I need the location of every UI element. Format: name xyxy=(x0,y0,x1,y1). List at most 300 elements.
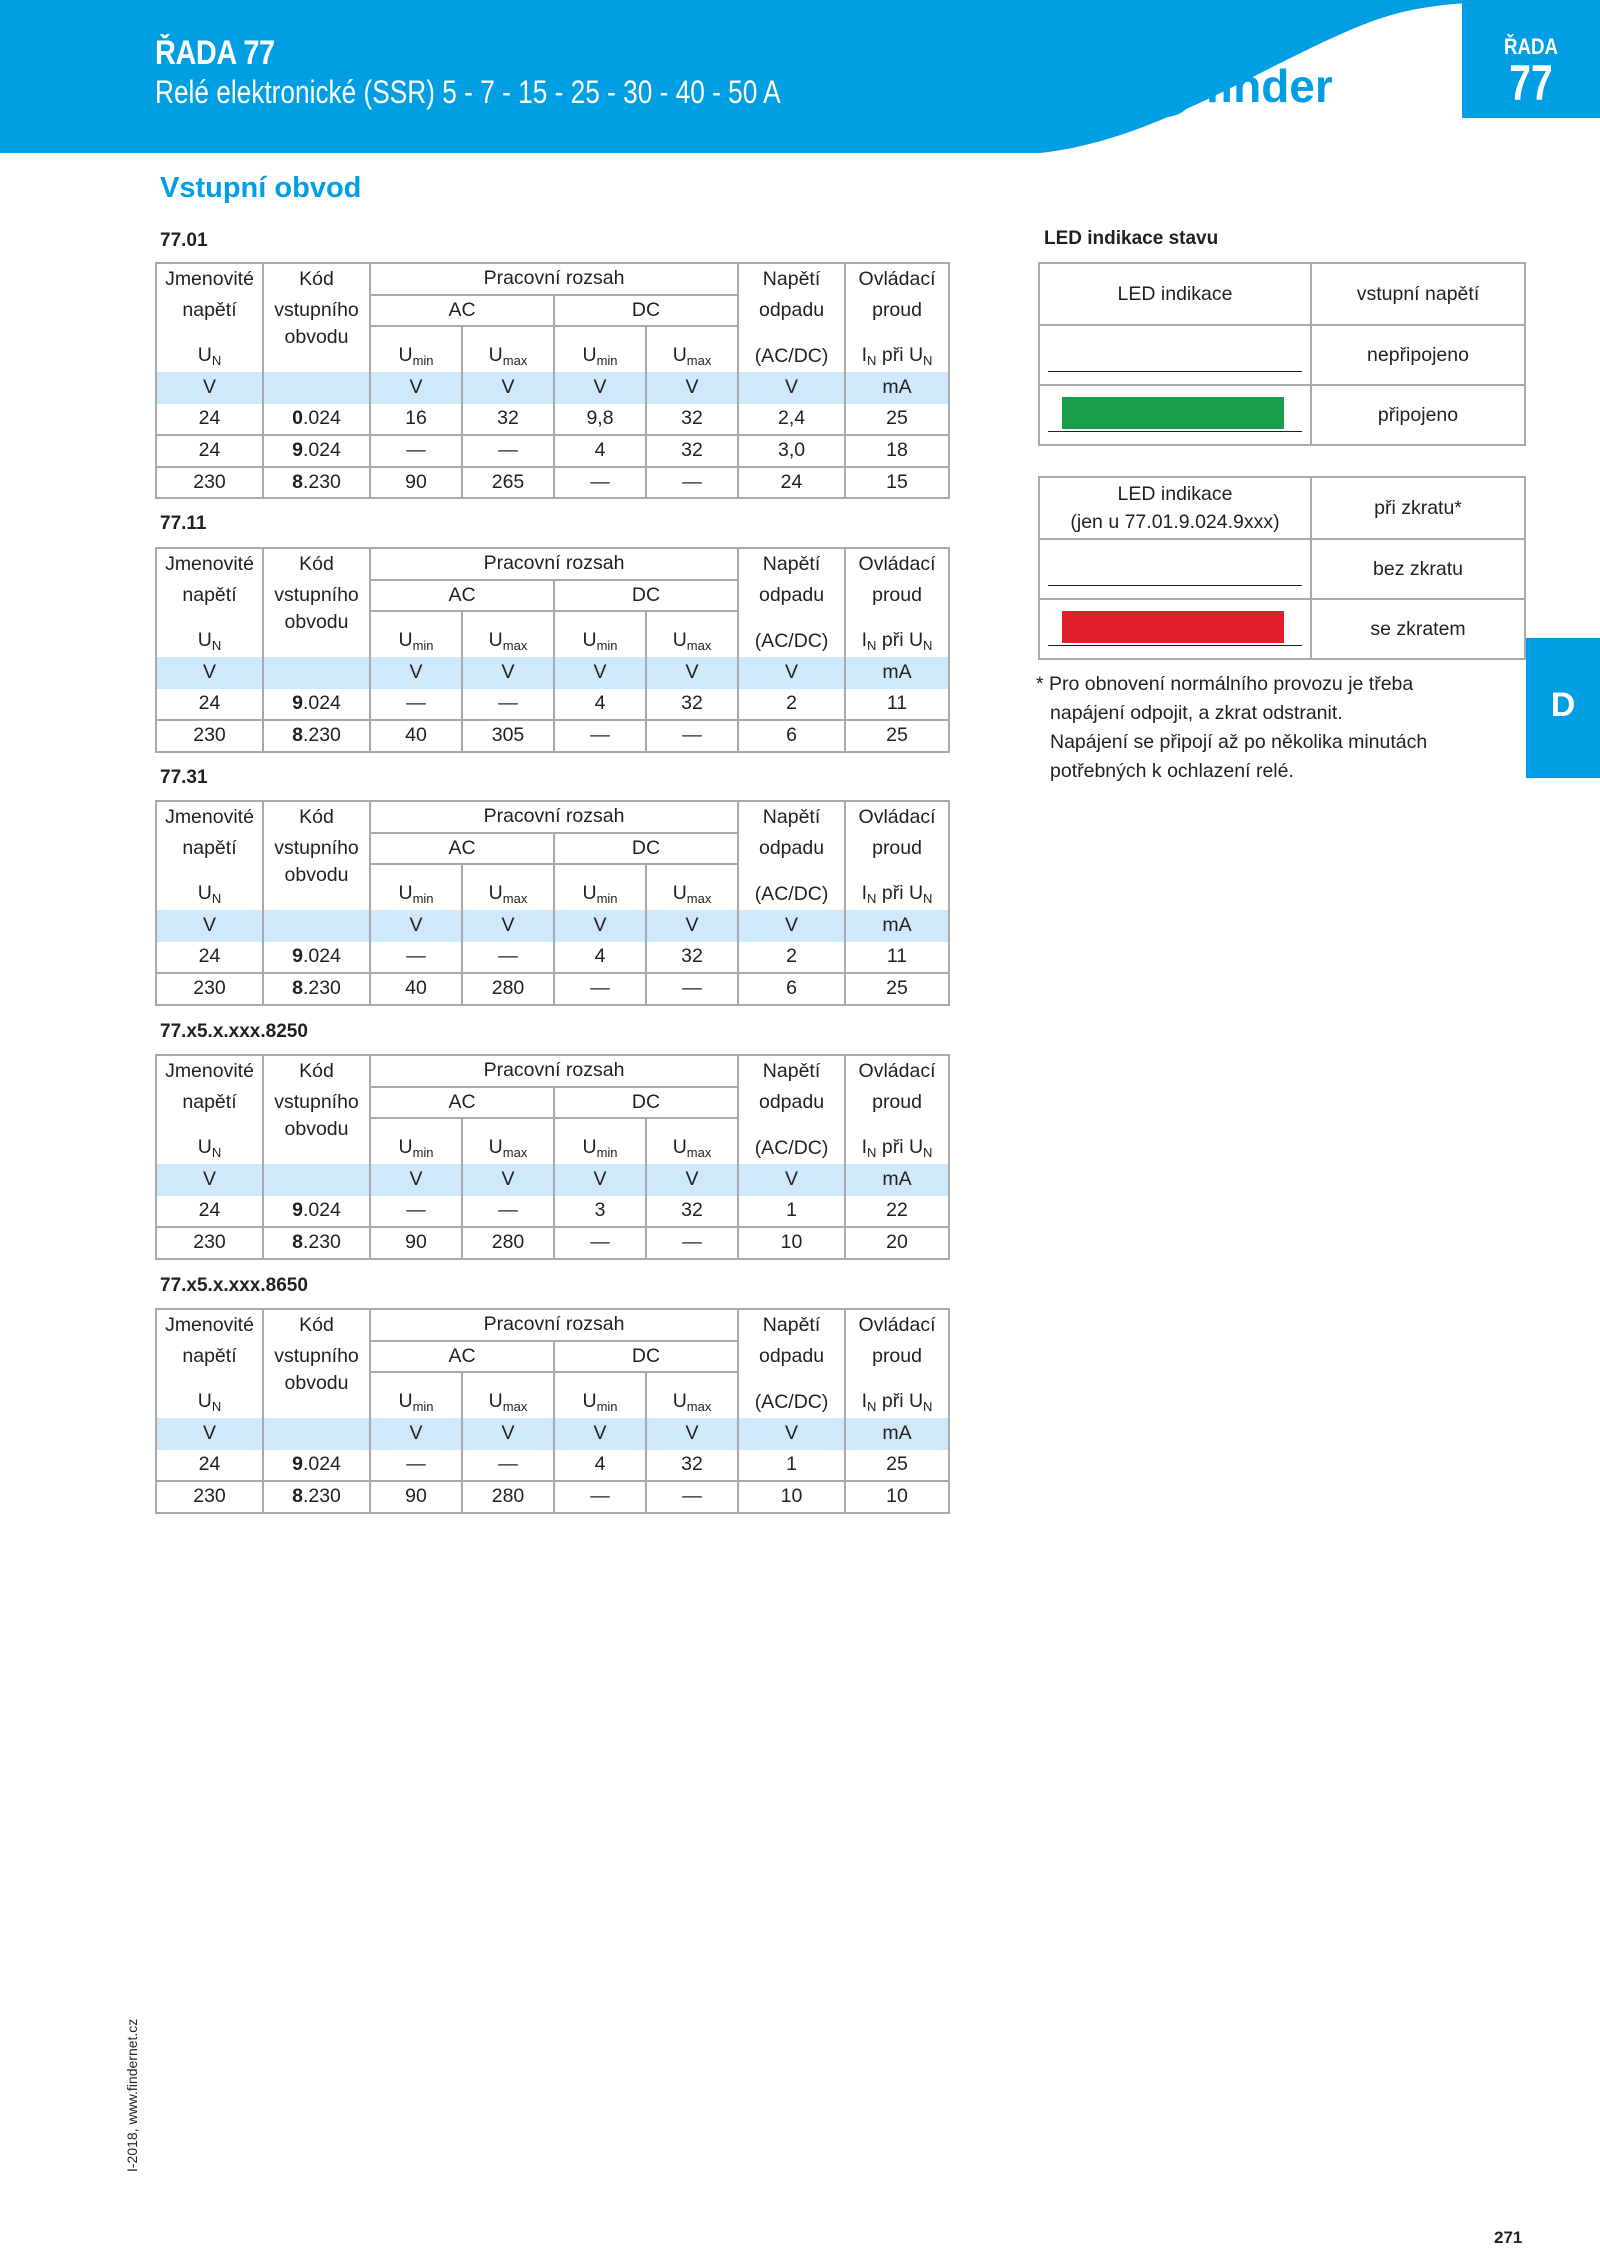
header-un: $U_N$ xyxy=(197,1136,222,1160)
cell-ac-max: — xyxy=(462,435,554,467)
header-ac xyxy=(370,1341,554,1373)
header-text: napětí xyxy=(182,298,237,321)
header-text: napětí xyxy=(182,583,237,606)
cell-dc-min: 4 xyxy=(554,689,646,721)
table-row xyxy=(156,1450,949,1482)
header-drop-voltage xyxy=(738,263,845,295)
header-text: Jmenovité xyxy=(165,267,254,290)
header-text: odpadu xyxy=(758,1090,825,1113)
u-max-label: $U_{max}$ xyxy=(672,1390,712,1414)
cell-dc-max: — xyxy=(646,720,738,752)
unit-cell: V xyxy=(462,657,554,689)
header-text: Pracovní rozsah xyxy=(483,1313,625,1336)
cell-code: 9.024 xyxy=(263,1196,370,1228)
cell-dc-min: — xyxy=(554,1227,646,1259)
unit-cell xyxy=(263,1164,370,1196)
unit-cell: V xyxy=(738,1164,845,1196)
header-control-current xyxy=(845,1055,949,1087)
header-drop-voltage xyxy=(738,611,845,657)
u-max-label: $U_{max}$ xyxy=(672,629,712,653)
led-off-indicator xyxy=(1048,338,1302,372)
header-operating-range xyxy=(370,548,738,580)
led-header-left-line2: (jen u 77.01.9.024.9xxx) xyxy=(1070,511,1280,533)
header-control-current xyxy=(845,1341,949,1373)
header-text: obvodu xyxy=(284,1372,349,1394)
header-drop-voltage xyxy=(738,1055,845,1087)
led-green-indicator xyxy=(1062,397,1284,429)
table-title: 77.01 xyxy=(160,230,208,251)
cell-ac-max: 280 xyxy=(462,1227,554,1259)
led-status-label: se zkratem xyxy=(1311,599,1525,659)
led-status-title: LED indikace stavu xyxy=(1044,228,1219,249)
header-text: Kód xyxy=(299,805,334,828)
unit-cell: V xyxy=(646,657,738,689)
header-drop-voltage xyxy=(738,1372,845,1418)
header-text: vstupního xyxy=(274,583,359,606)
unit-cell: V xyxy=(646,1418,738,1450)
header-code xyxy=(263,1118,370,1164)
cell-rated-voltage: 230 xyxy=(156,1227,263,1259)
header-text: AC xyxy=(448,1090,476,1113)
header-text: AC xyxy=(448,583,476,606)
led-header-left xyxy=(1039,477,1311,539)
spec-table xyxy=(155,262,950,499)
cell-dc-max: 32 xyxy=(646,1196,738,1228)
unit-cell: V xyxy=(462,372,554,404)
cell-ac-max: — xyxy=(462,689,554,721)
header-text: Pracovní rozsah xyxy=(483,267,625,290)
unit-cell xyxy=(263,372,370,404)
led-off-indicator xyxy=(1048,552,1302,586)
cell-dc-min: 4 xyxy=(554,435,646,467)
u-max-label: $U_{max}$ xyxy=(488,1136,528,1160)
table-row xyxy=(156,1227,949,1259)
cell-ac-min: — xyxy=(370,689,462,721)
cell-dc-min: 4 xyxy=(554,1450,646,1482)
u-max-label: $U_{max}$ xyxy=(488,882,528,906)
header-drop-voltage xyxy=(738,548,845,580)
footnote-line: Napájení se připojí až po několika minutách xyxy=(1050,731,1428,753)
header-ac xyxy=(370,1087,554,1119)
u-min-label: $U_{min}$ xyxy=(398,629,434,653)
led-table-short-circuit xyxy=(1038,476,1526,660)
spec-table xyxy=(155,547,950,753)
unit-cell: V xyxy=(156,910,263,942)
header-text: Pracovní rozsah xyxy=(483,805,625,828)
header-text: DC xyxy=(631,298,661,321)
table-row xyxy=(156,689,949,721)
unit-cell: V xyxy=(156,372,263,404)
unit-cell: V xyxy=(370,910,462,942)
led-status-label: nepřipojeno xyxy=(1311,325,1525,385)
cell-ac-max: 280 xyxy=(462,1481,554,1513)
header-text: DC xyxy=(631,1344,661,1367)
header-text: vstupního xyxy=(274,1090,359,1113)
spec-table xyxy=(155,1054,950,1260)
header-code xyxy=(263,326,370,372)
header-text: Ovládací xyxy=(858,552,936,575)
u-max-label: $U_{max}$ xyxy=(672,344,712,368)
header-code xyxy=(263,1341,370,1373)
units-row xyxy=(156,657,949,689)
unit-cell: V xyxy=(554,1418,646,1450)
header-text: (AC/DC) xyxy=(754,345,829,367)
cell-ac-min: — xyxy=(370,942,462,974)
led-header-right: vstupní napětí xyxy=(1311,263,1525,325)
header-control-current xyxy=(845,263,949,295)
cell-dc-min: 9,8 xyxy=(554,404,646,436)
header-drop-voltage xyxy=(738,295,845,327)
header-in: $I_N$ při $U_N$ xyxy=(845,864,949,910)
cell-control-current: 25 xyxy=(845,720,949,752)
header-un: $U_N$ xyxy=(197,1390,222,1414)
u-min-label: $U_{min}$ xyxy=(582,1390,618,1414)
unit-cell: mA xyxy=(845,372,949,404)
cell-drop-voltage: 10 xyxy=(738,1481,845,1513)
cell-dc-min: — xyxy=(554,720,646,752)
header-text: odpadu xyxy=(758,298,825,321)
led-status-label: připojeno xyxy=(1311,385,1525,445)
header-control-current xyxy=(845,1087,949,1119)
table-title: 77.11 xyxy=(160,513,207,534)
header-drop-voltage xyxy=(738,1341,845,1373)
header-code xyxy=(263,1055,370,1087)
table-row xyxy=(156,720,949,752)
header-text: Jmenovité xyxy=(165,805,254,828)
cell-control-current: 25 xyxy=(845,404,949,436)
cell-drop-voltage: 3,0 xyxy=(738,435,845,467)
u-max-label: $U_{max}$ xyxy=(488,1390,528,1414)
header-text: Napětí xyxy=(762,552,821,575)
cell-dc-min: — xyxy=(554,1481,646,1513)
header-rated-voltage xyxy=(156,263,263,295)
header-text: obvodu xyxy=(284,326,349,348)
header-rated-voltage xyxy=(156,1309,263,1341)
table-row xyxy=(156,404,949,436)
u-max-label: $U_{max}$ xyxy=(672,1136,712,1160)
table-row xyxy=(156,942,949,974)
u-min-label: $U_{min}$ xyxy=(582,344,618,368)
u-min-label: $U_{min}$ xyxy=(398,1390,434,1414)
cell-code: 0.024 xyxy=(263,404,370,436)
cell-rated-voltage: 230 xyxy=(156,467,263,499)
header-drop-voltage xyxy=(738,1087,845,1119)
header-text: vstupního xyxy=(274,1344,359,1367)
header-text: proud xyxy=(872,1090,922,1113)
u-min-label: $U_{min}$ xyxy=(582,882,618,906)
header-rated-voltage xyxy=(156,801,263,833)
unit-cell: mA xyxy=(845,910,949,942)
cell-rated-voltage: 24 xyxy=(198,945,221,968)
header-control-current xyxy=(845,833,949,865)
units-row xyxy=(156,910,949,942)
header-text: proud xyxy=(872,836,922,859)
unit-cell: V xyxy=(646,372,738,404)
header-text: odpadu xyxy=(758,583,825,606)
cell-dc-max: — xyxy=(646,973,738,1005)
side-tab-label: D xyxy=(1550,686,1576,724)
header-code xyxy=(263,295,370,327)
header-text: AC xyxy=(448,836,476,859)
units-row xyxy=(156,372,949,404)
cell-rated-voltage: 230 xyxy=(156,1481,263,1513)
led-red-indicator xyxy=(1062,611,1284,643)
section-title: Vstupní obvod xyxy=(160,172,362,204)
header-in: $I_N$ při $U_N$ xyxy=(845,1118,949,1164)
header-text: Ovládací xyxy=(858,805,936,828)
finder-logo xyxy=(1130,50,1370,120)
unit-cell: V xyxy=(738,910,845,942)
cell-ac-max: — xyxy=(462,1450,554,1482)
u-min-label: $U_{min}$ xyxy=(398,344,434,368)
u-min-label: $U_{min}$ xyxy=(582,629,618,653)
header-ac xyxy=(370,295,554,327)
header-text: Ovládací xyxy=(858,1059,936,1082)
header-rated-voltage xyxy=(156,580,263,612)
header-control-current xyxy=(845,1309,949,1341)
cell-drop-voltage: 2 xyxy=(738,689,845,721)
cell-drop-voltage: 2 xyxy=(738,942,845,974)
header-drop-voltage xyxy=(738,801,845,833)
header-text: obvodu xyxy=(284,864,349,886)
cell-dc-max: 32 xyxy=(646,404,738,436)
led-header-left-line1: LED indikace xyxy=(1117,483,1233,505)
header-un: $U_N$ xyxy=(197,882,222,906)
cell-code: 9.024 xyxy=(263,942,370,974)
header-text: Napětí xyxy=(762,1059,821,1082)
header-control-current xyxy=(845,580,949,612)
series-tab xyxy=(1462,0,1600,118)
table-row xyxy=(156,1481,949,1513)
cell-ac-min: — xyxy=(370,1196,462,1228)
header-control-current xyxy=(845,295,949,327)
cell-rated-voltage: 230 xyxy=(156,720,263,752)
header-un: $U_N$ xyxy=(197,629,222,653)
unit-cell: V xyxy=(370,1418,462,1450)
header-text: proud xyxy=(872,1344,922,1367)
header-drop-voltage xyxy=(738,580,845,612)
cell-ac-min: — xyxy=(370,435,462,467)
header-text: Jmenovité xyxy=(165,1059,254,1082)
cell-code: 8.230 xyxy=(263,1481,370,1513)
header-text: Kód xyxy=(299,267,334,290)
led-cell xyxy=(1039,385,1311,445)
table-title: 77.31 xyxy=(160,767,208,788)
unit-cell: V xyxy=(370,1164,462,1196)
cell-drop-voltage: 24 xyxy=(738,467,845,499)
cell-ac-min: 16 xyxy=(370,404,462,436)
series-title: ŘADA 77 xyxy=(155,34,275,72)
unit-cell: V xyxy=(462,910,554,942)
cell-rated-voltage: 24 xyxy=(156,435,263,467)
u-min-label: $U_{min}$ xyxy=(398,1136,434,1160)
cell-ac-min: 90 xyxy=(370,1227,462,1259)
header-text: (AC/DC) xyxy=(754,1391,829,1413)
cell-ac-max: 280 xyxy=(462,973,554,1005)
header-drop-voltage xyxy=(738,1309,845,1341)
header-text: AC xyxy=(448,1344,476,1367)
table-row xyxy=(156,435,949,467)
header-text: Pracovní rozsah xyxy=(483,552,625,575)
header-code xyxy=(263,580,370,612)
header-text: Pracovní rozsah xyxy=(483,1059,625,1082)
cell-ac-max: — xyxy=(462,942,554,974)
cell-drop-voltage: 6 xyxy=(738,973,845,1005)
header-text: Jmenovité xyxy=(165,1313,254,1336)
cell-code: 8.230 xyxy=(263,467,370,499)
header-drop-voltage xyxy=(738,864,845,910)
cell-rated-voltage: 24 xyxy=(198,407,221,430)
cell-rated-voltage: 24 xyxy=(198,1453,221,1476)
unit-cell: mA xyxy=(845,657,949,689)
header-code xyxy=(263,801,370,833)
header-text: (AC/DC) xyxy=(754,883,829,905)
u-min-label: $U_{min}$ xyxy=(582,1136,618,1160)
header-code xyxy=(263,548,370,580)
footnote-line: * Pro obnovení normálního provozu je třeba xyxy=(1036,673,1414,695)
header-operating-range xyxy=(370,1309,738,1341)
header-text: Kód xyxy=(299,1059,334,1082)
header-text: (AC/DC) xyxy=(754,630,829,652)
header-text: Kód xyxy=(299,552,334,575)
cell-dc-min: 3 xyxy=(554,1196,646,1228)
header-rated-voltage xyxy=(156,1341,263,1373)
footnote-line: potřebných k ochlazení relé. xyxy=(1050,760,1294,782)
header-in: $I_N$ při $U_N$ xyxy=(845,326,949,372)
table-row xyxy=(156,973,949,1005)
cell-code: 8.230 xyxy=(263,720,370,752)
units-row xyxy=(156,1164,949,1196)
header-dc xyxy=(554,580,738,612)
u-max-label: $U_{max}$ xyxy=(488,344,528,368)
header-ac xyxy=(370,580,554,612)
cell-code: 8.230 xyxy=(263,1227,370,1259)
header-text: vstupního xyxy=(274,298,359,321)
cell-control-current: 18 xyxy=(845,435,949,467)
header-dc xyxy=(554,833,738,865)
unit-cell: V xyxy=(646,910,738,942)
led-table-connection xyxy=(1038,262,1526,446)
unit-cell: V xyxy=(738,372,845,404)
header-rated-voltage xyxy=(156,833,263,865)
spec-table xyxy=(155,800,950,1006)
cell-control-current: 11 xyxy=(845,942,949,974)
unit-cell: V xyxy=(156,1164,263,1196)
cell-drop-voltage: 2,4 xyxy=(738,404,845,436)
header-code xyxy=(263,611,370,657)
units-row xyxy=(156,1418,949,1450)
cell-code: 9.024 xyxy=(263,435,370,467)
header-text: Ovládací xyxy=(858,267,936,290)
header-dc xyxy=(554,1341,738,1373)
header-rated-voltage xyxy=(156,1087,263,1119)
table-title: 77.x5.x.xxx.8650 xyxy=(160,1275,308,1296)
u-min-label: $U_{min}$ xyxy=(398,882,434,906)
cell-dc-max: — xyxy=(646,1227,738,1259)
cell-code: 9.024 xyxy=(263,1450,370,1482)
unit-cell: V xyxy=(554,910,646,942)
header-text: Kód xyxy=(299,1313,334,1336)
header-drop-voltage xyxy=(738,1118,845,1164)
header-drop-voltage xyxy=(738,833,845,865)
header-text: proud xyxy=(872,298,922,321)
cell-rated-voltage: 24 xyxy=(198,1199,221,1222)
unit-cell: mA xyxy=(845,1418,949,1450)
header-text: obvodu xyxy=(284,611,349,633)
cell-control-current: 10 xyxy=(845,1481,949,1513)
header-text: napětí xyxy=(182,1090,237,1113)
cell-ac-max: 32 xyxy=(462,404,554,436)
header-text: (AC/DC) xyxy=(754,1137,829,1159)
header-text: odpadu xyxy=(758,836,825,859)
led-cell xyxy=(1039,325,1311,385)
header-text: vstupního xyxy=(274,836,359,859)
header-text: napětí xyxy=(182,836,237,859)
cell-ac-min: 90 xyxy=(370,1481,462,1513)
cell-dc-min: — xyxy=(554,973,646,1005)
footnote xyxy=(1036,670,1427,786)
led-header-right: při zkratu* xyxy=(1311,477,1525,539)
header-text: Ovládací xyxy=(858,1313,936,1336)
unit-cell xyxy=(263,657,370,689)
cell-ac-min: 40 xyxy=(370,973,462,1005)
header-control-current xyxy=(845,548,949,580)
header-operating-range xyxy=(370,801,738,833)
cell-dc-max: 32 xyxy=(646,1450,738,1482)
cell-ac-max: 265 xyxy=(462,467,554,499)
cell-rated-voltage: 24 xyxy=(198,692,221,715)
unit-cell: V xyxy=(554,1164,646,1196)
header-text: Napětí xyxy=(762,1313,821,1336)
header-code xyxy=(263,1087,370,1119)
cell-control-current: 20 xyxy=(845,1227,949,1259)
cell-control-current: 25 xyxy=(845,1450,949,1482)
unit-cell: V xyxy=(646,1164,738,1196)
header-in: $I_N$ při $U_N$ xyxy=(845,611,949,657)
header-text: odpadu xyxy=(758,1344,825,1367)
led-cell xyxy=(1039,599,1311,659)
header-text: DC xyxy=(631,836,661,859)
logo-wordmark: finder xyxy=(1205,60,1333,112)
cell-drop-voltage: 1 xyxy=(738,1196,845,1228)
cell-ac-max: — xyxy=(462,1196,554,1228)
header-text: Napětí xyxy=(762,267,821,290)
unit-cell: V xyxy=(554,657,646,689)
side-tab xyxy=(1526,638,1600,778)
unit-cell: V xyxy=(554,372,646,404)
unit-cell: V xyxy=(370,657,462,689)
cell-ac-max: 305 xyxy=(462,720,554,752)
cell-dc-max: 32 xyxy=(646,435,738,467)
header-code xyxy=(263,864,370,910)
header-text: proud xyxy=(872,583,922,606)
spec-table xyxy=(155,1308,950,1514)
cell-dc-max: — xyxy=(646,467,738,499)
unit-cell: V xyxy=(156,1418,263,1450)
cell-control-current: 25 xyxy=(845,973,949,1005)
footnote-line: napájení odpojit, a zkrat odstranit. xyxy=(1050,702,1343,724)
cell-dc-min: 4 xyxy=(554,942,646,974)
header-control-current xyxy=(845,801,949,833)
series-tab-label: ŘADA xyxy=(1503,34,1559,59)
header-un: $U_N$ xyxy=(197,344,222,368)
header-drop-voltage xyxy=(738,326,845,372)
cell-rated-voltage: 230 xyxy=(156,973,263,1005)
header-text: Napětí xyxy=(762,805,821,828)
header-ac xyxy=(370,833,554,865)
cell-code: 9.024 xyxy=(263,689,370,721)
led-cell xyxy=(1039,539,1311,599)
